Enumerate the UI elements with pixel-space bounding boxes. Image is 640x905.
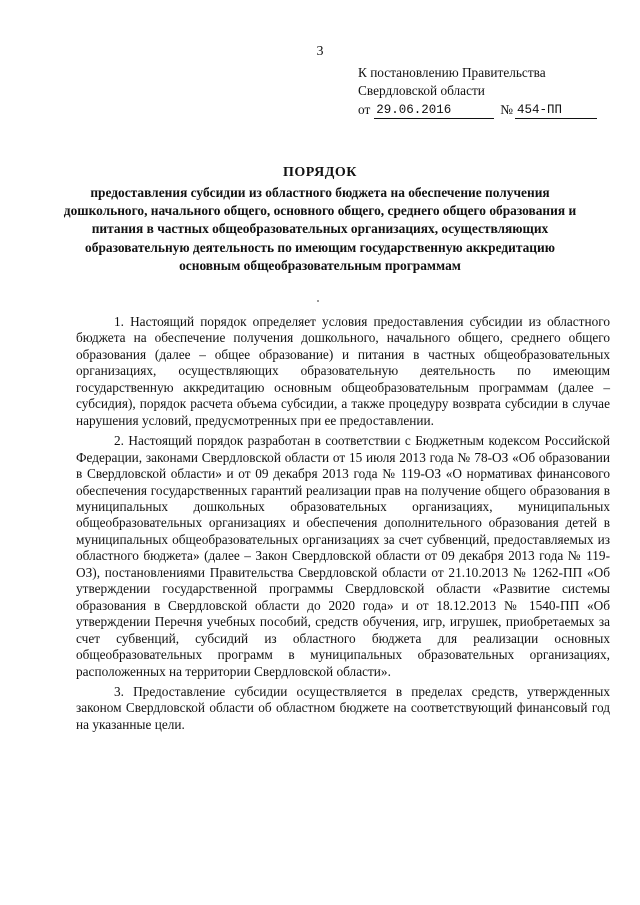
resolution-date: 29.06.2016 — [374, 103, 494, 119]
paragraph-3: 3. Предоставление субсидии осуществляется в пределах средств, утвержденных законом Свердловской области об областном бюджете на соответствующий финансовый год на указанные цели. — [76, 683, 610, 732]
page-number: 3 — [316, 44, 324, 59]
appendix-line-2: Свердловской области — [358, 83, 485, 98]
document-body — [76, 314, 610, 737]
scan-dot — [317, 300, 319, 302]
from-label: от — [358, 102, 371, 117]
document-subtitle: предоставления субсидии из областного бюджета на обеспечение получения дошкольного, начального общего, основного общего, среднего общего образования и питания в частных общеобразовательных организациях, осуществляющих образовательную деятельность по имеющим государственную аккредитацию основным общеобразовательным программам — [63, 185, 577, 273]
paragraph-1: 1. Настоящий порядок определяет условия предоставления субсидии из областного бюджета на обеспечение получения дошкольного, начального общего, среднего общего образования (далее – общее образование) и питания в частных общеобразовательных организациях, осуществляющих образовательную деятельность по имеющим государственную аккредитацию основным общеобразовательным программам (далее – субсидия), порядок расчета объема субсидии, а также процедуру возврата субсидии в случае нарушения условий, предусмотренных при ее предоставлении. — [76, 314, 610, 428]
paragraph-2: 2. Настоящий порядок разработан в соответствии с Бюджетным кодексом Российской Федерации, законами Свердловской области от 15 июля 2013 года № 78-ОЗ «Об образовании в Свердловской области» и от 09 декабря 2013 года № 119-ОЗ «О нормативах финансового обеспечения государственных гарантий реализации прав на получение общего образования в муниципальных дошкольных образовательных организациях, муниципальных общеобразовательных организациях и обеспечения дополнительного образования детей в муниципальных общеобразовательных организациях за счет субвенций, предоставляемых из областного бюджета» (далее – Закон Свердловской области от 09 декабря 2013 года № 119-ОЗ), постановлениями Правительства Свердловской области от 21.10.2013 № 1262-ПП «Об утверждении государственной программы Свердловской области «Развитие системы образования в Свердловской области до 2020 года» и от 18.12.2013 № 1540-ПП «Об утверждении Перечня учебных пособий, средств обучения, игр, игрушек, приобретаемых за счет субвенций, субсидий из областного бюджета для реализации основных общеобразовательных программ в муниципальных образовательных организациях, расположенных на территории Свердловской области». — [76, 433, 610, 679]
appendix-block — [358, 64, 618, 119]
appendix-line-1: К постановлению Правительства — [358, 65, 546, 80]
document-title: ПОРЯДОК — [283, 165, 357, 180]
resolution-number: 454-ПП — [515, 103, 597, 119]
number-label: № — [500, 102, 513, 117]
resolution-reference — [358, 101, 618, 119]
